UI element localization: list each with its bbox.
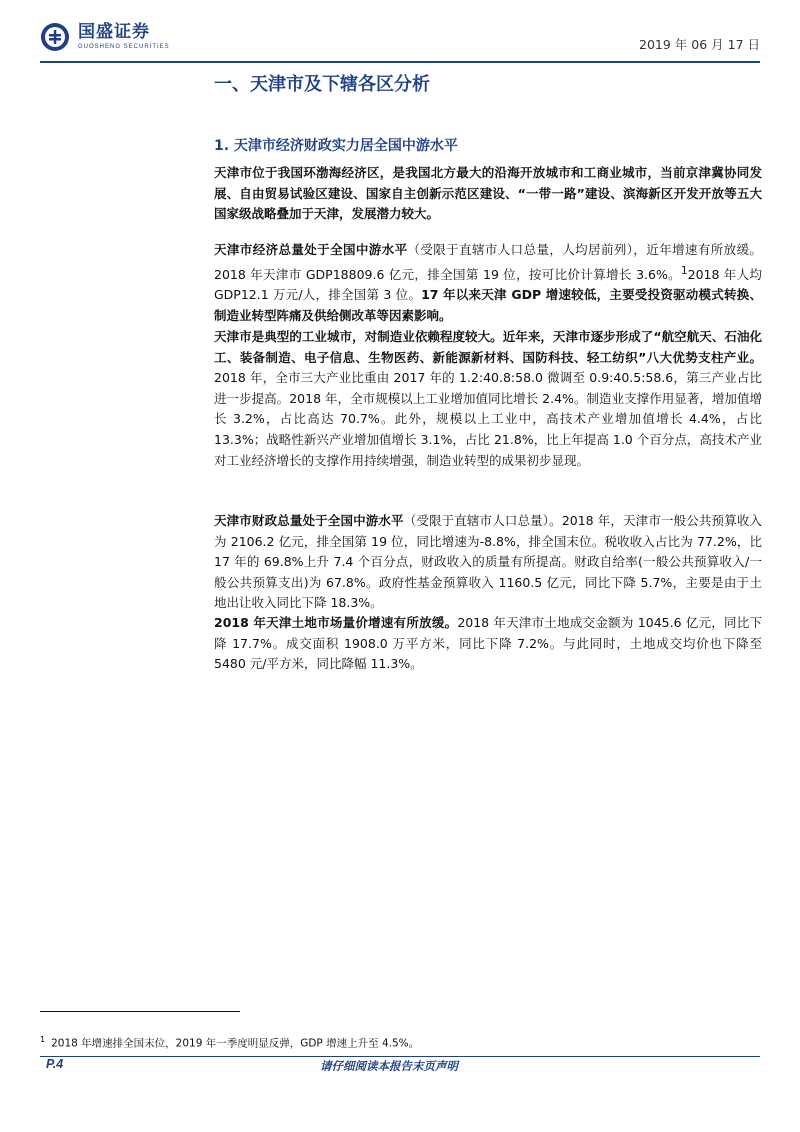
page-number: P.4 bbox=[46, 1057, 64, 1071]
paragraph-lead: 天津市财政总量处于全国中游水平 bbox=[214, 513, 404, 528]
footnote bbox=[40, 1035, 419, 1051]
footer-divider bbox=[40, 1056, 760, 1057]
paragraph-industry bbox=[214, 327, 762, 471]
guosheng-logo-icon bbox=[40, 22, 70, 52]
paragraph-text: （受限于直辖市人口总量，人均居前列），近年增速有所放缓。2018 年天津市 GDP18809.6 亿元，排全国第 19 位，按可比价计算增长 3.6%。 bbox=[214, 242, 762, 282]
footnote-ref[interactable]: 1 bbox=[681, 264, 688, 277]
paragraph-text: 天津市位于我国环渤海经济区，是我国北方最大的沿海开放城市和工商业城市，当前京津冀协同发展、自由贸易试验区建设、国家自主创新示范区建设、“一带一路”建设、滨海新区开发开放等五大国家级战略叠加于天津，发展潜力较大。 bbox=[214, 165, 762, 222]
paragraph-fiscal bbox=[214, 511, 762, 614]
logo-english-name: GUOSHENG SECURITIES bbox=[78, 44, 170, 50]
paragraph-text: 2018 年人均 GDP12.1 万元/人，排全国第 3 位。 bbox=[214, 266, 762, 303]
footnote-marker: 1 bbox=[40, 1035, 46, 1044]
page-header bbox=[40, 22, 760, 62]
paragraph-lead: 天津市是典型的工业城市，对制造业依赖程度较大。近年来，天津市逐步形成了“航空航天、石油化工、装备制造、电子信息、生物医药、新能源新材料、国防科技、轻工纺织”八大优势支柱产业。 bbox=[214, 329, 762, 365]
footnote-divider bbox=[40, 1011, 240, 1012]
header-divider bbox=[40, 61, 760, 63]
footnote-text: 2018 年增速排全国末位，2019 年一季度明显反弹，GDP 增速上升至 4.5%。 bbox=[51, 1037, 420, 1050]
logo-chinese-name: 国盛证券 bbox=[78, 22, 150, 42]
chapter-title: 一、天津市及下辖各区分析 bbox=[214, 74, 430, 95]
footer-disclaimer: 请仔细阅读本报告末页声明 bbox=[320, 1059, 458, 1073]
report-date: 2019 年 06 月 17 日 bbox=[639, 37, 760, 52]
paragraph-economy bbox=[214, 240, 762, 327]
paragraph-text: 2018 年天津市土地成交金额为 1045.6 亿元，同比下降 17.7%。成交面积 1908.0 万平方米，同比下降 7.2%。与此同时，土地成交均价也下降至 5480 元/平方米，同比降幅 11.3%。 bbox=[214, 615, 762, 672]
paragraph-emphasis: 17 年以来天津 GDP 增速较低，主要受投资驱动模式转换、制造业转型阵痛及供给侧改革等因素影响。 bbox=[214, 287, 762, 323]
paragraph-land-market bbox=[214, 613, 762, 675]
paragraph-text: （受限于直辖市人口总量）。2018 年，天津市一般公共预算收入为 2106.2 亿元，排全国第 19 位，同比增速为-8.8%，排全国末位。税收收入占比为 77.2%，比 17 年的 69.8%上升 7.4 个百分点，财政收入的质量有所提高。财政自给率(一般公共预算收入/一般公共预算支出)为 67.8%。政府性基金预算收入 1160.5 亿元，同比下降 5.7%，主要是由于土地出让收入同比下降 18.3%。 bbox=[214, 513, 762, 611]
paragraph-text: 2018 年，全市三大产业比重由 2017 年的 1.2:40.8:58.0 微调至 0.9:40.5:58.6，第三产业占比进一步提高。2018 年，全市规模以上工业增加值同比增长 2.4%。制造业支撑作用显著，增加值增长 3.2%，占比高达 70.7%。此外，规模以上工业中，高技术产业增加值增长 4.4%，占比 13.3%；战略性新兴产业增加值增长 3.1%，占比 21.8%，比上年提高 1.0 个百分点，高技术产业对工业经济增长的支撑作用持续增强，制造业转型的成果初步显现。 bbox=[214, 370, 762, 468]
paragraph-lead: 2018 年天津土地市场量价增速有所放缓。 bbox=[214, 615, 458, 630]
paragraph-location bbox=[214, 163, 762, 225]
paragraph-lead: 天津市经济总量处于全国中游水平 bbox=[214, 242, 408, 257]
section-title: 1. 天津市经济财政实力居全国中游水平 bbox=[214, 138, 458, 154]
company-logo bbox=[40, 22, 170, 52]
